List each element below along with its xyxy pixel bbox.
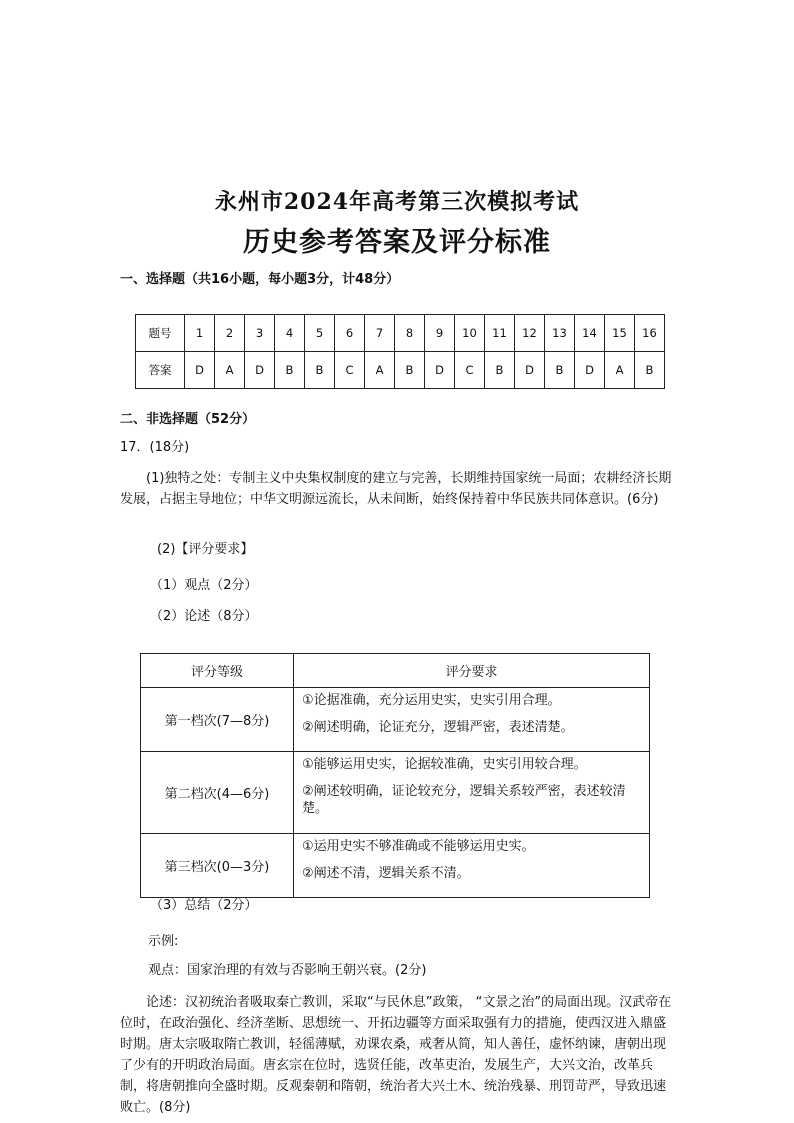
question-number: 15 bbox=[605, 315, 635, 352]
answer-cell: B bbox=[305, 352, 335, 389]
q17-part1-answer: (1)独特之处：专制主义中央集权制度的建立与完善，长期维持国家统一局面；农耕经济长期发展，占据主导地位；中华文明源远流长，从未间断，始终保持着中华民族共同体意识。(6分) bbox=[120, 471, 672, 507]
row-label-answer: 答案 bbox=[136, 352, 185, 389]
question-number: 13 bbox=[545, 315, 575, 352]
grade-level: 第一档次(7—8分) bbox=[141, 688, 294, 752]
question-number: 6 bbox=[335, 315, 365, 352]
answer-cell: B bbox=[275, 352, 305, 389]
example-viewpoint: 观点：国家治理的有效与否影响王朝兴衰。(2分) bbox=[148, 963, 427, 978]
answer-cell: B bbox=[485, 352, 515, 389]
header-grade-level: 评分等级 bbox=[141, 654, 294, 688]
answer-cell: D bbox=[425, 352, 455, 389]
requirement-item: ②阐述不清，逻辑关系不清。 bbox=[302, 866, 470, 881]
question-number: 5 bbox=[305, 315, 335, 352]
question-number: 2 bbox=[215, 315, 245, 352]
answer-cell: D bbox=[245, 352, 275, 389]
section-2-heading: 二、非选择题（52分） bbox=[120, 412, 256, 427]
q17-part2-heading: (2)【评分要求】 bbox=[157, 542, 254, 557]
question-number: 1 bbox=[185, 315, 215, 352]
grade-requirements bbox=[294, 752, 650, 834]
question-number: 9 bbox=[425, 315, 455, 352]
requirement-item: ②阐述明确，论证充分，逻辑严密，表述清楚。 bbox=[302, 720, 574, 735]
question-number: 12 bbox=[515, 315, 545, 352]
answer-cell: B bbox=[635, 352, 665, 389]
question-number: 3 bbox=[245, 315, 275, 352]
exam-subtitle: 历史参考答案及评分标准 bbox=[243, 227, 551, 258]
grade-row bbox=[141, 752, 650, 834]
question-17-heading: 17．(18分) bbox=[120, 440, 190, 455]
requirement-item: ①能够运用史实，论据较准确，史实引用较合理。 bbox=[302, 757, 587, 772]
answer-row bbox=[136, 352, 665, 389]
requirement-item: ①论据准确，充分运用史实，史实引用合理。 bbox=[302, 693, 561, 708]
grade-row bbox=[141, 834, 650, 898]
row-label-number: 题号 bbox=[136, 315, 185, 352]
answer-cell: B bbox=[545, 352, 575, 389]
grade-requirements bbox=[294, 688, 650, 752]
answer-cell: C bbox=[455, 352, 485, 389]
answer-cell: A bbox=[365, 352, 395, 389]
example-argument: 论述：汉初统治者吸取秦亡教训，采取“与民休息”政策， “文景之治”的局面出现。汉武帝在位时，在政治强化、经济垄断、思想统一、开拓边疆等方面采取强有力的措施，使西汉进入鼎盛时期。唐太宗吸取隋亡教训，轻徭薄赋，劝课农桑，戒奢从简，知人善任，虚怀纳谏，唐朝出现了少有的开明政治局面。唐玄宗在位时，选贤任能，改革吏治，发展生产，大兴文治，改革兵制，将唐朝推向全盛时期。反观秦朝和隋朝，统治者大兴土木、统治残暴、刑罚苛严，导致迅速败亡。(8分) bbox=[120, 995, 672, 1115]
question-number: 7 bbox=[365, 315, 395, 352]
answer-table bbox=[135, 314, 665, 389]
criterion-summary: （3）总结（2分） bbox=[150, 898, 258, 913]
answer-cell: A bbox=[605, 352, 635, 389]
header-grade-requirement: 评分要求 bbox=[294, 654, 650, 688]
grading-table bbox=[140, 653, 650, 898]
grade-level: 第二档次(4—6分) bbox=[141, 752, 294, 834]
criterion-viewpoint: （1）观点（2分） bbox=[150, 578, 258, 593]
grading-table-header bbox=[141, 654, 650, 688]
grade-row bbox=[141, 688, 650, 752]
requirement-item: ②阐述较明确，证论较充分，逻辑关系较严密，表述较清楚。 bbox=[302, 784, 626, 816]
answer-cell: D bbox=[575, 352, 605, 389]
answer-cell: D bbox=[185, 352, 215, 389]
question-number: 10 bbox=[455, 315, 485, 352]
answer-cell: D bbox=[515, 352, 545, 389]
answer-cell: B bbox=[395, 352, 425, 389]
requirement-item: ①运用史实不够准确或不能够运用史实。 bbox=[302, 839, 535, 854]
answer-cell: A bbox=[215, 352, 245, 389]
question-number: 11 bbox=[485, 315, 515, 352]
exam-title: 永州市2024年高考第三次模拟考试 bbox=[214, 189, 580, 215]
question-number: 16 bbox=[635, 315, 665, 352]
criterion-argument: （2）论述（8分） bbox=[150, 609, 258, 624]
example-label: 示例: bbox=[148, 934, 179, 949]
grade-level: 第三档次(0—3分) bbox=[141, 834, 294, 898]
section-1-heading: 一、选择题（共16小题，每小题3分，计48分） bbox=[120, 272, 400, 287]
grade-requirements bbox=[294, 834, 650, 898]
question-number: 8 bbox=[395, 315, 425, 352]
answer-cell: C bbox=[335, 352, 365, 389]
question-number: 4 bbox=[275, 315, 305, 352]
question-number-row bbox=[136, 315, 665, 352]
question-number: 14 bbox=[575, 315, 605, 352]
